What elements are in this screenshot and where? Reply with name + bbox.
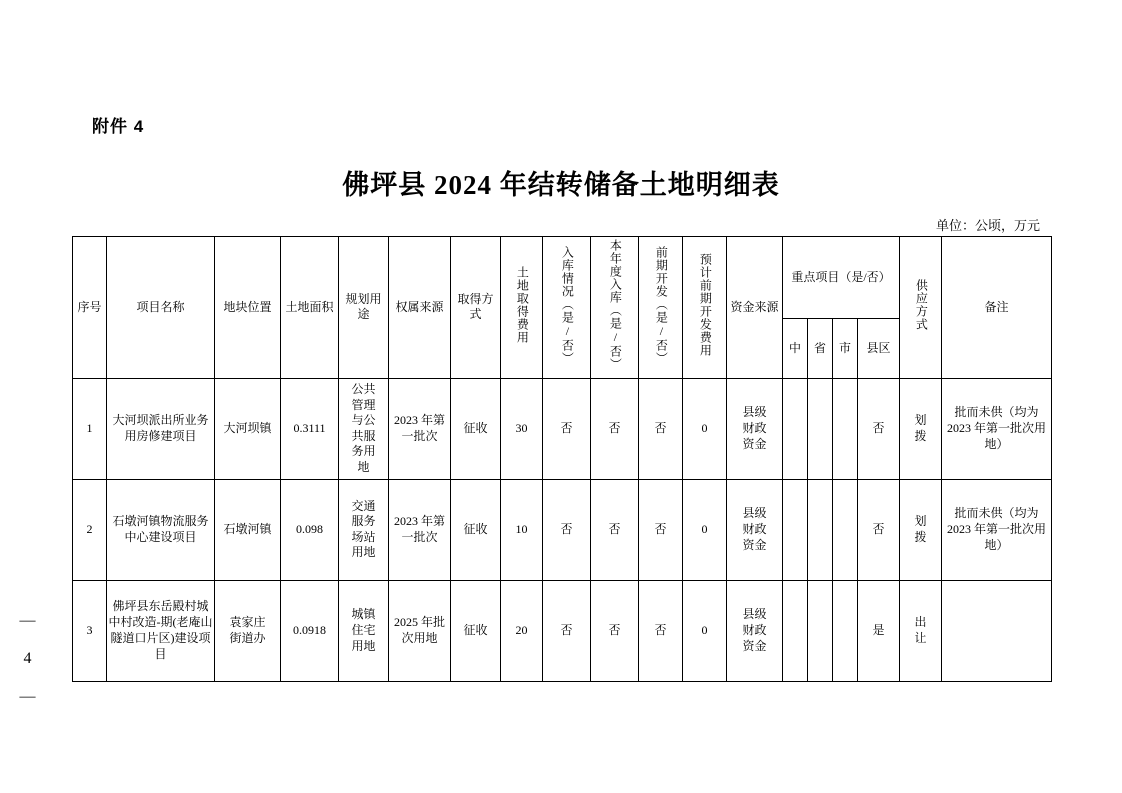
header-project-name: 项目名称 [107, 237, 215, 379]
header-estimated-early-cost-label: 预计前期开发费用 [698, 253, 713, 357]
cell-acquisition-mode: 征收 [451, 479, 501, 580]
cell-supply-mode [900, 479, 942, 580]
cell-land-cost: 20 [501, 580, 543, 681]
cell-storage-status: 否 [543, 378, 591, 479]
header-current-year-storage [591, 237, 639, 379]
header-land-area-label: 土地面积 [285, 299, 334, 314]
cell-land-area: 0.0918 [281, 580, 339, 681]
header-early-development-label: 前期开发（是/否） [654, 245, 669, 365]
cell-storage-status: 否 [543, 479, 591, 580]
cell-supply-mode-text: 划拨 [914, 413, 927, 443]
cell-key-project-central [783, 580, 808, 681]
table-row [73, 378, 1052, 479]
cell-ownership-source [389, 580, 451, 681]
cell-project-name: 石墩河镇物流服务中心建设项目 [107, 479, 215, 580]
header-land-area [281, 237, 339, 379]
cell-land-cost: 10 [501, 479, 543, 580]
cell-project-name: 佛坪县东岳殿村城中村改造-期(老庵山隧道口片区)建设项目 [107, 580, 215, 681]
cell-parcel-location [215, 580, 281, 681]
header-current-year-storage-label: 本年度入库（是/否） [608, 239, 623, 371]
unit-note: 单位：公顷，万元 [935, 218, 1040, 233]
cell-key-project-city [833, 580, 858, 681]
cell-early-development: 否 [639, 580, 683, 681]
cell-parcel-location: 石墩河镇 [215, 479, 281, 580]
header-ownership-source-label: 权属来源 [395, 299, 444, 314]
cell-parcel-location: 大河坝镇 [215, 378, 281, 479]
cell-key-project-central [783, 378, 808, 479]
header-supply-mode-label: 供应方式 [914, 279, 929, 331]
cell-fund-source-text: 县级财政资金 [742, 607, 767, 653]
cell-ownership-source [389, 479, 451, 580]
cell-land-area: 0.098 [281, 479, 339, 580]
cell-parcel-location-text: 袁家庄街道办 [229, 615, 266, 645]
cell-ownership-source-text: 2023 年第一批次 [393, 514, 445, 544]
cell-fund-source [727, 479, 783, 580]
header-key-project-city: 市 [833, 319, 858, 378]
header-land-cost [501, 237, 543, 379]
cell-planned-use [339, 479, 389, 580]
cell-current-year-storage: 否 [591, 378, 639, 479]
cell-remark: 批而未供（均为 2023 年第一批次用地） [942, 378, 1052, 479]
cell-planned-use-text: 交通服务场站用地 [351, 498, 376, 560]
attachment-label: 附件 4 [92, 117, 145, 136]
cell-planned-use-text: 公共管理与公共服务用地 [351, 382, 376, 475]
cell-ownership-source-text: 2025 年批次用地 [393, 615, 445, 645]
cell-supply-mode-text: 出让 [914, 615, 927, 645]
cell-remark [942, 580, 1052, 681]
cell-key-project-county: 否 [858, 378, 900, 479]
table-row [73, 580, 1052, 681]
cell-key-project-province [808, 479, 833, 580]
header-acquisition-mode-label: 取得方式 [457, 291, 494, 322]
header-fund-source [727, 237, 783, 379]
cell-seq: 2 [73, 479, 107, 580]
header-planned-use [339, 237, 389, 379]
header-ownership-source [389, 237, 451, 379]
cell-key-project-county: 是 [858, 580, 900, 681]
table-row [73, 479, 1052, 580]
cell-key-project-county: 否 [858, 479, 900, 580]
cell-key-project-province [808, 580, 833, 681]
cell-early-development: 否 [639, 479, 683, 580]
header-fund-source-label: 资金来源 [730, 299, 779, 314]
cell-project-name: 大河坝派出所业务用房修建项目 [107, 378, 215, 479]
cell-supply-mode [900, 378, 942, 479]
cell-acquisition-mode: 征收 [451, 580, 501, 681]
cell-planned-use [339, 580, 389, 681]
cell-estimated-early-cost: 0 [683, 479, 727, 580]
header-key-project-group: 重点项目（是/否） [783, 237, 900, 319]
header-early-development [639, 237, 683, 379]
header-acquisition-mode [451, 237, 501, 379]
cell-key-project-city [833, 479, 858, 580]
cell-estimated-early-cost: 0 [683, 580, 727, 681]
cell-remark: 批而未供（均为 2023 年第一批次用地） [942, 479, 1052, 580]
header-supply-mode [900, 237, 942, 379]
cell-current-year-storage: 否 [591, 479, 639, 580]
header-estimated-early-cost [683, 237, 727, 379]
cell-fund-source-text: 县级财政资金 [742, 506, 767, 552]
cell-fund-source [727, 580, 783, 681]
cell-key-project-province [808, 378, 833, 479]
header-land-cost-label: 土地取得费用 [515, 266, 530, 344]
cell-fund-source-text: 县级财政资金 [742, 405, 767, 451]
cell-land-area: 0.3111 [281, 378, 339, 479]
cell-seq: 1 [73, 378, 107, 479]
cell-storage-status: 否 [543, 580, 591, 681]
header-seq-label: 序号 [77, 299, 102, 314]
cell-ownership-source [389, 378, 451, 479]
cell-ownership-source-text: 2023 年第一批次 [393, 413, 445, 443]
cell-acquisition-mode: 征收 [451, 378, 501, 479]
header-remark: 备注 [942, 237, 1052, 379]
header-parcel-location: 地块位置 [215, 237, 281, 379]
cell-key-project-city [833, 378, 858, 479]
cell-early-development: 否 [639, 378, 683, 479]
land-reserve-table [72, 236, 1052, 682]
header-storage-status-label: 入库情况（是/否） [560, 245, 575, 365]
cell-fund-source [727, 378, 783, 479]
cell-key-project-central [783, 479, 808, 580]
cell-land-cost: 30 [501, 378, 543, 479]
header-planned-use-label: 规划用途 [345, 291, 382, 322]
page-title: 佛坪县 2024 年结转储备土地明细表 [342, 170, 780, 200]
cell-planned-use-text: 城镇住宅用地 [351, 607, 376, 653]
header-key-project-central: 中 [783, 319, 808, 378]
cell-current-year-storage: 否 [591, 580, 639, 681]
cell-estimated-early-cost: 0 [683, 378, 727, 479]
table-header-row [73, 237, 1052, 319]
cell-supply-mode-text: 划拨 [914, 514, 927, 544]
page-number: — 4 — [19, 612, 36, 707]
cell-supply-mode [900, 580, 942, 681]
header-storage-status [543, 237, 591, 379]
header-key-project-province: 省 [808, 319, 833, 378]
cell-seq: 3 [73, 580, 107, 681]
cell-planned-use [339, 378, 389, 479]
header-seq [73, 237, 107, 379]
header-key-project-county: 县区 [858, 319, 900, 378]
